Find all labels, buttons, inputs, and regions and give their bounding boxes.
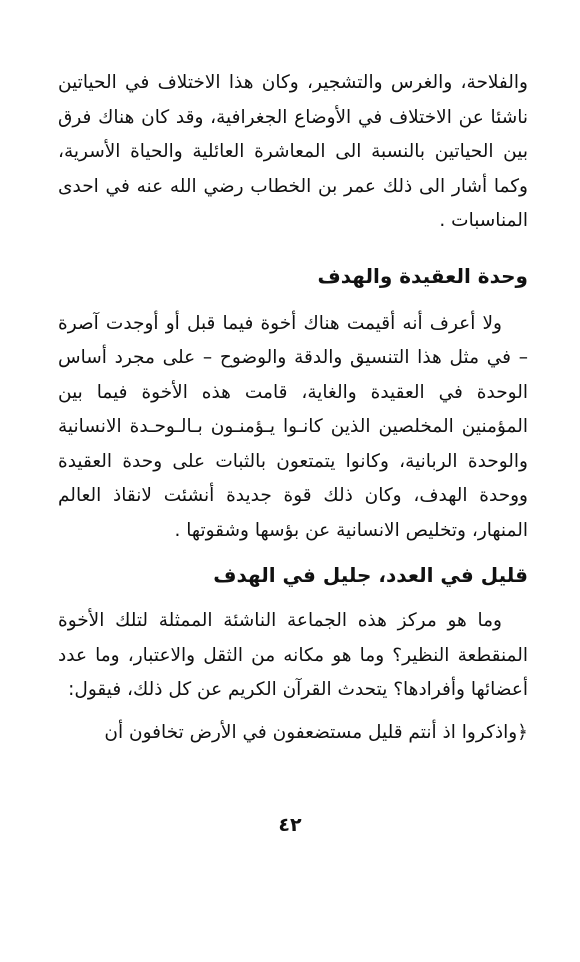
section-heading-unity: وحدة العقيدة والهدف <box>317 263 528 288</box>
paragraph-2: ولا أعرف أنه أقيمت هناك أخوة فيما قبل أو أوجدت آصرة – في مثل هذا التنسيق والدقة والوضوح – على مجرد أساس الوحدة في العقيدة والغاية، قامت هذه الأخوة فيما بين المؤمنين المخلصين الذين كانـوا يـؤمنـون بـالـوحـدة الانسانية والوحدة الربانية، وكانوا يتمتعون بالثبات على وحدة العقيدة ووحدة الهدف، وكان ذلك قوة جديدة أنشئت لانقاذ العالم المنهار، وتخليص الانسانية عن بؤسها وشقوتها . <box>58 312 528 541</box>
quran-quote-line: ﴿واذكروا اذ أنتم قليل مستضعفون في الأرض تخافون أن <box>104 721 528 743</box>
page-number: ٤٢ <box>278 814 302 836</box>
section-heading-few-in-number: قليل في العدد، جليل في الهدف <box>213 563 528 587</box>
page-body <box>58 66 528 750</box>
paragraph-1: والفلاحة، والغرس والتشجير، وكان هذا الاختلاف في الحياتين ناشئا عن الاختلاف في الأوضاع الجغرافية، وقد كان هناك فرق بين الحياتين بالنسبة الى المعاشرة العائلية والحياة الأسرية، وكما أشار الى ذلك عمر بن الخطاب رضي الله عنه في احدى المناسبات . <box>58 72 528 231</box>
paragraph-3: وما هو مركز هذه الجماعة الناشئة الممثلة لتلك الأخوة المنقطعة النظير؟ وما هو مكانه من الثقل والاعتبار، وما عدد أعضائها وأفرادها؟ يتحدث القرآن الكريم عن كل ذلك، فيقول: <box>58 610 528 700</box>
